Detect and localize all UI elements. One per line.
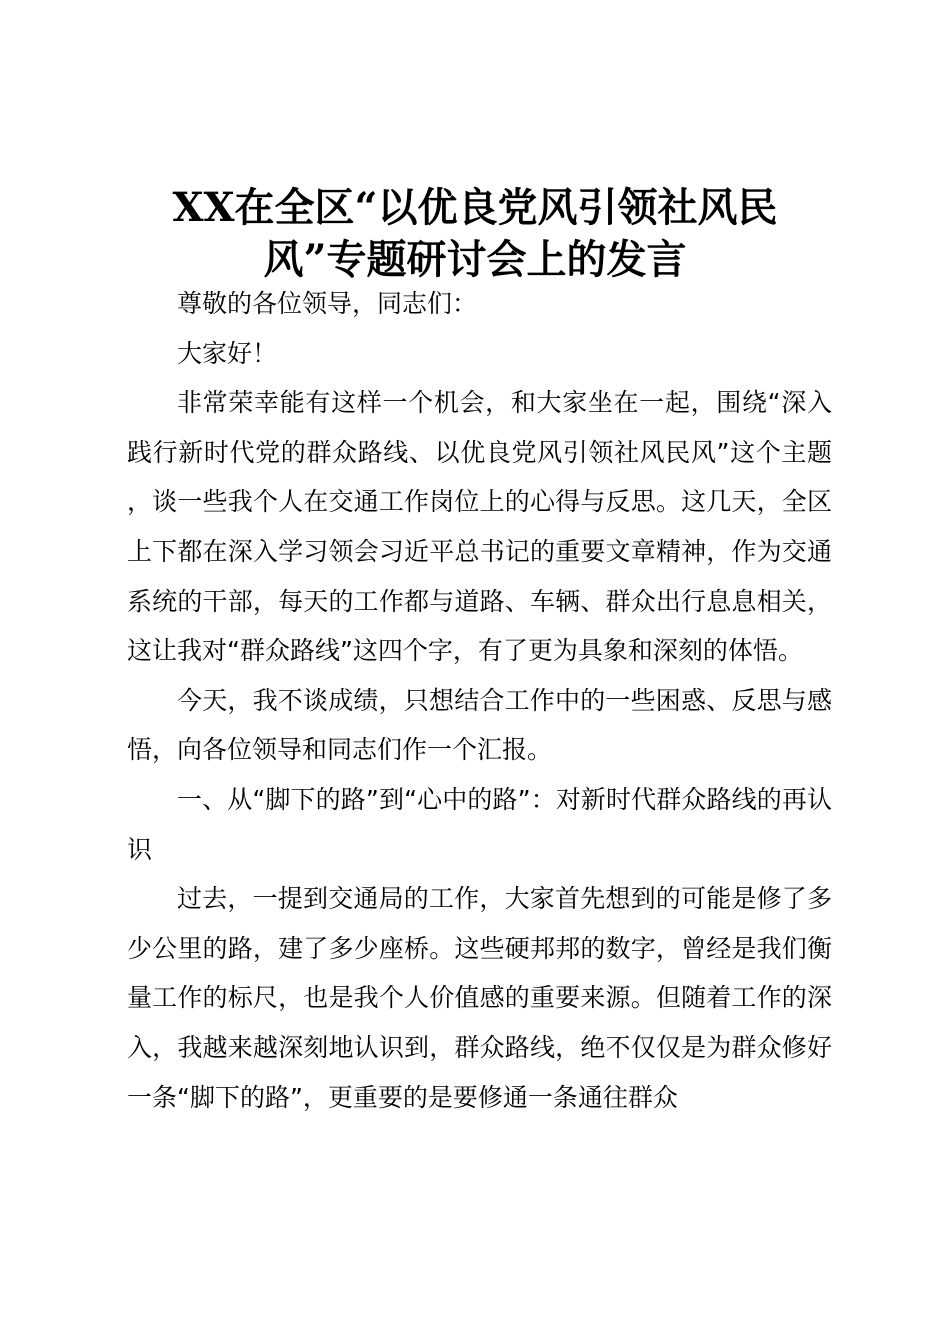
greeting: 大家好！: [177, 338, 278, 368]
paragraph-purpose: 今天，我不谈成绩，只想结合工作中的一些困惑、反思与感悟，向各位领导和同志们作一个汇报。: [127, 685, 832, 765]
paragraph-section-1: 过去，一提到交通局的工作，大家首先想到的可能是修了多少公里的路，建了多少座桥。这些硬邦邦的数字，曾经是我们衡量工作的标尺，也是我个人价值感的重要来源。但随着工作的深入，我越来越深刻地认识到，群众路线，绝不仅仅是为群众修好一条“脚下的路”，更重要的是要修通一条通往群众: [127, 884, 832, 1112]
section-heading-1: 一、从“脚下的路”到“心中的路”：对新时代群众路线的再认识: [127, 784, 832, 864]
salutation: 尊敬的各位领导，同志们：: [177, 289, 478, 318]
document-title: [95, 182, 855, 286]
document-body: [127, 279, 832, 1122]
paragraph-intro: 非常荣幸能有这样一个机会，和大家坐在一起，围绕“深入践行新时代党的群众路线、以优良党风引领社风民风”这个主题，谈一些我个人在交通工作岗位上的心得与反思。这几天，全区上下都在深入学习领会习近平总书记的重要文章精神，作为交通系统的干部，每天的工作都与道路、车辆、群众出行息息相关，这让我对“群众路线”这四个字，有了更为具象和深刻的体悟。: [127, 388, 832, 666]
title-line-1: XX在全区“以优良党风引领社风民: [172, 184, 778, 231]
title-line-2: 风”专题研讨会上的发言: [263, 236, 687, 283]
